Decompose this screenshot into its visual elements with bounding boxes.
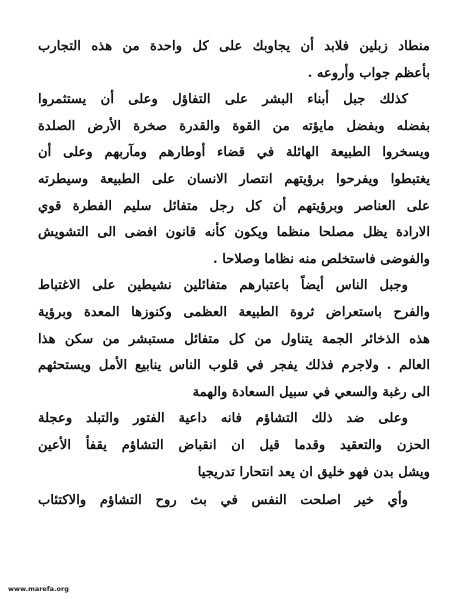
text-line: وأي خير اصلحت النفس في بث روح التشاؤم والاكتئاب bbox=[38, 493, 408, 509]
text-line: منطاد زبلين فلابد أن يجاوبك على كل واحدة من هذه التجارب bbox=[38, 39, 430, 54]
text-line: الى رغبة والسعي في سبيل السعادة والهمة bbox=[192, 384, 430, 400]
text-line: بأعظم جواب وأروعه . bbox=[307, 65, 430, 81]
text-line: هذه الذخائر الجمة يتناول من كل متفائل مستبشر من سكن هذا bbox=[38, 331, 430, 347]
text-line: بفضله وبفضل مايؤته من القوة والقدرة صخرة الأرض الصلدة bbox=[38, 118, 430, 134]
text-line: يغتبطوا ويفرحوا برؤيتهم انتصار الانسان على الطبيعة وسيطرته bbox=[38, 171, 430, 187]
source-watermark: www.marefa.org bbox=[8, 585, 69, 593]
text-line: كذلك جبل أبناء البشر على التفاؤل وعلى أن يستثمروا bbox=[38, 92, 408, 108]
document-body bbox=[38, 34, 430, 515]
text-line: والفرح باستعراض ثروة الطبيعة العظمى وكنوزها المعدة وبرؤية bbox=[38, 304, 430, 320]
text-line: العالم . ولاجرم فذلك يفجر في قلوب الناس ينابيع الأمل ويستحثهم bbox=[38, 358, 430, 374]
text-line: الارادة يظل مصلحا منظما ويكون كأنه قانون افضى الى التشويش bbox=[38, 225, 430, 241]
text-line: وجبل الناس أيضاً باعتبارهم متفائلين نشيطين على الاغتباط bbox=[38, 278, 408, 294]
text-line: الحزن والتعقيد وقدما قيل ان انقباض التشاؤم يقفأ الأعين bbox=[38, 437, 430, 453]
text-line: والفوضى فاستخلص منه نظاما وصلاحا . bbox=[213, 251, 430, 267]
text-line: ويسخروا الطبيعة الهائلة في قضاء أوطارهم ومآربهم وعلى أن bbox=[38, 145, 430, 161]
text-line: على العناصر وبرؤيتهم أن كل رجل متفائل سليم الفطرة قوي bbox=[38, 198, 430, 214]
text-line: وعلى ضد ذلك التشاؤم فانه داعية الفتور والتبلد وعجلة bbox=[38, 411, 408, 427]
text-line: ويشل بدن فهو خليق ان يعد انتحارا تدريجيا bbox=[197, 464, 430, 480]
